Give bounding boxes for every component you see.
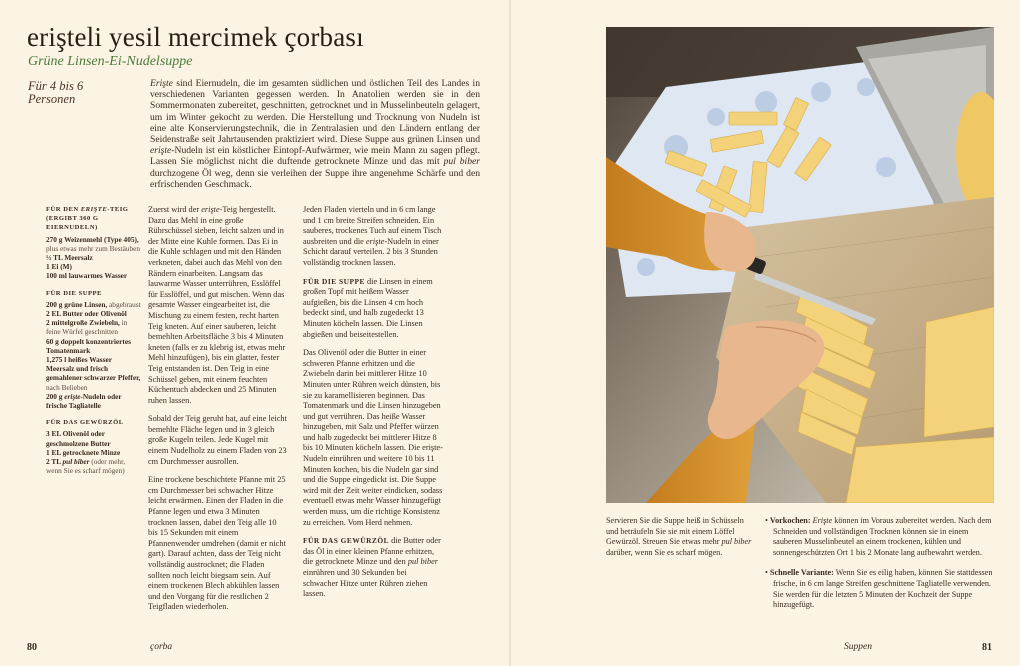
ingredient-item	[46, 457, 142, 475]
servings-line-1: Für 4 bis 6	[28, 79, 84, 93]
ingredient-heading-spice-oil: FÜR DAS GEWÜRZÖL	[46, 419, 124, 427]
method-paragraph	[148, 205, 288, 406]
intro-part-1: sind Eiernudeln, die im gesamten südlichen und östlichen Teil des Landes in verschiedenen Varianten gegessen werden. In Anatolien werden sie in den Sommermonaten zubereitet, geschnitten, getrocknet und in Musselinbeuteln gelagert, um im Winter gekocht zu werden. Die Herstellung und Trocknung von Nudeln ist eine alte Konservierungstechnik, die in Zentralasien und den Ländern entlang der Seidenstraße seit Jahrtausenden praktiziert wird. Diese Suppe aus grünen Linsen und	[150, 78, 480, 146]
ingredient-main: 1 EL getrocknete Minze	[46, 447, 121, 457]
text-part: -Nudeln in einer Schicht darauf verteilen. 2 bis 3 Stunden vollständig trocknen lassen.	[303, 236, 439, 267]
text-part: die Butter oder das Öl in einer kleinen Pfanne erhitzen, die getrocknete Minze und den	[303, 536, 441, 567]
method-paragraph: Sobald der Teig geruht hat, auf eine leicht bemehlte Fläche legen und in 3 gleich große Kugeln teilen. Jede Kugel mit einem Nudelholz zu einem Fladen von 23 cm Durchmesser ausrollen.	[148, 414, 287, 466]
page-number-left: 80	[27, 642, 37, 653]
tip-make-ahead: • Vorkochen: Erişte können im Voraus zubereitet werden. Nach dem Schneiden und vollständigen Trocknen können sie in einem sauberen Musselinbeutel an einem trockenen, kühlen und sonnengeschützten Ort 1 bis 2 Monate lang aufbewahrt werden.	[765, 516, 992, 557]
ingredient-main: 2 TL	[46, 457, 63, 467]
text-term: pul biber	[721, 537, 752, 547]
ingredient-heading-soup: FÜR DIE SUPPE	[46, 289, 102, 297]
method-paragraph: Eine trockene beschichtete Pfanne mit 25 cm Durchmesser bei schwacher Hitze leicht erwärmen. Einen der Fladen in die Pfanne legen und etwa 3 Minuten trocknen lassen, dabei den Teig alle 10 bis 15 Sekunden mit einem Pfannenwender umdrehen (damit er nicht gart). Darauf achten, dass der Teig nicht vollständig austrocknet; die Fladen sollten noch leicht biegsam sein. Auf einem trockenen Blech abkühlen lassen und den Vorgang für die restlichen 2 Teigfladen wiederholen.	[148, 475, 286, 612]
section-lead: FÜR DIE SUPPE	[303, 276, 365, 286]
recipe-title: erişteli yesil mercimek çorbası	[27, 22, 364, 52]
ingredient-note: plus etwas mehr zum Bestäuben	[46, 243, 141, 253]
ingredient-group-soup	[46, 289, 142, 411]
text-term: erişte	[201, 205, 220, 214]
tip-label: Schnelle Variante:	[769, 568, 834, 578]
ingredient-main: 270 g Weizenmehl (Type 405),	[46, 234, 139, 244]
ingredient-item	[46, 262, 142, 271]
ingredient-item	[46, 429, 142, 447]
serving-note	[606, 516, 756, 558]
ingredient-item	[46, 253, 142, 262]
ingredient-item	[46, 337, 142, 355]
ingredient-note: (oder mehr, wenn Sie es scharf mögen)	[46, 457, 126, 476]
ingredient-heading-dough	[46, 205, 142, 233]
tip-label: Vorkochen:	[769, 516, 811, 525]
method-column-2	[303, 205, 443, 608]
recipe-subtitle: Grüne Linsen-Ei-Nudelsuppe	[28, 54, 193, 69]
ingredient-item	[46, 309, 142, 318]
ingredient-main: 3 EL Olivenöl oder geschmolzene Butter	[46, 429, 111, 448]
method-paragraph	[303, 277, 443, 341]
ingredient-main: 1 Ei (M)	[46, 262, 72, 272]
text-part: die Linsen in einem großen Topf mit heißem Wasser aufgießen, bis die Linsen 4 cm hoch bedeckt sind, und halb zugedeckt 13 Minuten köcheln lassen. Die Linsen abgießen und beiseitestellen.	[303, 276, 433, 339]
ingredient-note: nach Belieben	[46, 382, 88, 392]
text-term: pul biber	[407, 557, 439, 567]
method-paragraph: Das Olivenöl oder die Butter in einer schweren Pfanne erhitzen und die Zwiebeln darin bei mittlerer Hitze 10 Minuten unter Rühren weich dünsten, bis sie zu karamellisieren beginnen. Das Tomatenmark und die Linsen hinzugeben und gut verrühren. Das heiße Wasser hinzugeben, mit Salz und Pfeffer würzen und halb zugedeckt bei mittlerer Hitze 8 bis 10 Minuten köcheln lassen. Die erişte-Nudeln einrühren und weitere 10 bis 11 Minuten kochen, bis die Nudeln gar sind und die Suppe eingedickt ist. Die Suppe wird mit der Zeit weiter eindicken, sodass eventuell etwas mehr Wasser hinzugefügt werden muss, um die richtige Konsistenz zu erreichen. Vom Herd nehmen.	[303, 348, 443, 527]
running-head-left: çorba	[150, 642, 173, 652]
text-part: einrühren und 30 Sekunden bei schwacher Hitze unter Rühren ziehen lassen.	[303, 568, 428, 599]
ingredient-item	[46, 364, 142, 392]
servings-line-2: Personen	[28, 92, 76, 106]
ingredient-list	[46, 205, 142, 483]
ingredient-item	[46, 392, 142, 410]
tip-quick-variant: • Schnelle Variante: Wenn Sie es eilig haben, können Sie stattdessen frische, in 6 cm lange Streifen geschnittene Tagliatelle verwenden. Sie werden für die letzten 5 Minuten der Kochzeit der Suppe hinzugefügt.	[765, 568, 993, 610]
text-part: darüber, wenn Sie es scharf mögen.	[606, 547, 723, 557]
ingredient-main: 200 g grüne Linsen,	[46, 299, 108, 309]
ingredient-main: Meersalz und frisch gemahlener schwarzer Pfeffer,	[46, 364, 141, 383]
ingredient-main: 200 g	[46, 391, 65, 401]
text-part: -Teig hergestellt. Dazu das Mehl in eine große Rührschüssel sieben, leicht salzen und in der Mitte eine Kuhle formen. Das Ei in die Kuhle schlagen und mit den Händen verkneten, dabei auch das Mehl von den Rändern einarbeiten. Langsam das lauwarme Wasser unterrühren, Esslöffel für Esslöffel, und gut mischen. Wenn das gesamte Wasser eingearbeitet ist, die Mischung zu einem festen, recht harten Teig kneten. Auf einer sauberen, leicht bemehlten Arbeitsfläche 3 bis 4 Minuten kneten (falls er zu klebrig ist, etwas mehr Mehl hinzufügen), bis ein glatter, fester Teig entstanden ist. Den Teig in eine Schüssel geben, mit einem feuchten Küchentuch abdecken und 25 Minuten ruhen lassen.	[148, 205, 286, 405]
tip-text: können im Voraus zubereitet werden. Nach dem Schneiden und vollständigen Trocknen können sie in einem sauberen Musselinbeutel an einem trockenen, kühlen und sonnengeschützten Ort 1 bis 2 Monate lang aufbewahrt werden.	[773, 516, 992, 557]
ingredient-main: 2 EL Butter oder Olivenöl	[46, 309, 127, 319]
ingredient-main: -Nudeln oder frische Tagliatelle	[46, 391, 122, 411]
method-column-1	[148, 205, 288, 621]
ingredient-item	[46, 318, 142, 336]
heading-term: ERIŞTE	[80, 206, 108, 213]
text-part: Jeden Fladen vierteln und in 6 cm lange und 1 cm breite Streifen schneiden. Ein sauberes, trockenes Tuch auf einem Tisch ausbreiten und die	[303, 205, 442, 246]
intro-part-2: -Nudeln ist ein köstlicher Eintopf-Aufwärmer, wie mein Mann zu sagen pflegt. Lassen Sie möglichst nicht die duftende getrocknete Minze und das mit	[150, 145, 480, 168]
section-lead: FÜR DAS GEWÜRZÖL	[303, 536, 390, 546]
ingredient-item	[46, 355, 142, 364]
intro-term: Erişte	[150, 78, 173, 89]
heading-part: -TEIG (ERGIBT 360 G EIERNUDELN)	[46, 206, 129, 232]
page-number-right: 81	[982, 642, 992, 653]
text-term: erişte	[365, 236, 385, 246]
tips-column	[765, 516, 995, 621]
ingredient-note: abgebraust	[107, 299, 141, 309]
text-part: Zuerst wird der	[148, 205, 202, 214]
ingredient-item	[46, 300, 142, 309]
ingredient-main: 2 mittelgroße Zwiebeln,	[46, 318, 120, 328]
servings	[28, 80, 118, 106]
ingredient-term: pul biber	[62, 457, 90, 467]
photo-illustration	[606, 27, 994, 503]
ingredient-term: erişte	[64, 391, 81, 401]
ingredient-main: ½ TL Meersalz	[46, 253, 93, 263]
ingredient-main: 100 ml lauwarmes Wasser	[46, 271, 128, 281]
text-part: Servieren Sie die Suppe heiß in Schüsseln und beträufeln Sie sie mit einem Löffel Gewürzöl. Streuen Sie etwas mehr	[606, 516, 744, 547]
intro-paragraph	[150, 78, 480, 190]
heading-part: FÜR DEN	[46, 206, 81, 213]
right-page	[510, 0, 1020, 666]
tip-term: Erişte	[812, 516, 833, 525]
ingredient-group-spice-oil	[46, 418, 142, 475]
ingredient-main: 60 g doppelt konzentriertes Tomatenmark	[46, 336, 131, 355]
running-head-right: Suppen	[844, 642, 872, 652]
ingredient-item	[46, 448, 142, 457]
ingredient-item	[46, 235, 142, 253]
ingredient-note: in feine Würfel geschnitten	[46, 318, 128, 337]
ingredient-main: 1,275 l heißes Wasser	[46, 355, 112, 365]
method-paragraph	[303, 205, 443, 269]
tip-text: Wenn Sie es eilig haben, können Sie stattdessen frische, in 6 cm lange Streifen geschnittene Tagliatelle verwenden. Sie werden für die letzten 5 Minuten der Kochzeit der Suppe hinzugefügt.	[773, 568, 993, 610]
ingredient-item	[46, 271, 142, 280]
method-paragraph	[303, 536, 443, 600]
intro-term-3: pul biber	[443, 156, 480, 168]
recipe-photo	[606, 27, 994, 503]
ingredient-group-dough	[46, 205, 142, 281]
intro-part-3: durchzogene Öl weg, denn sie verleihen der Suppe ihre angenehme Schärfe und den erfrischenden Geschmack.	[150, 167, 480, 190]
intro-term-2: erişte	[150, 145, 172, 157]
